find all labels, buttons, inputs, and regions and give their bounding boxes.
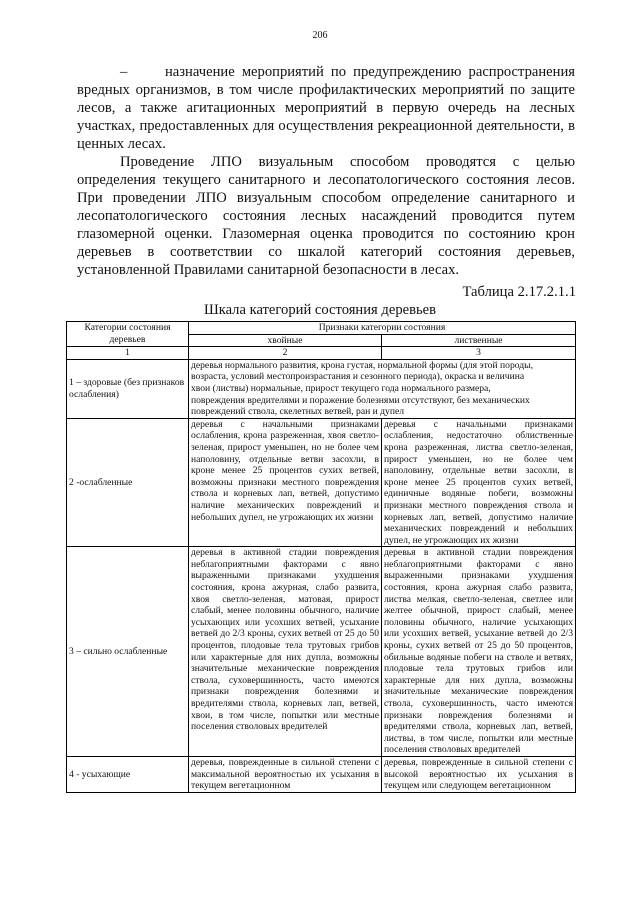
coniferous-cell: деревья с начальными признаками ослабления, крона разреженная, хвоя светло-зеленая, прирост уменьшен, но не более чем наполовину, отдельные ветви засохли, в кроне менее 25 процентов сухих ветвей, возможны признаки местного повреждения ствола и корневых лап, ветвей, допустимо наличие механических повреждений и небольших дупел, не угрожающих их жизни (189, 418, 382, 547)
header-coniferous: хвойные (189, 334, 382, 347)
category-cell: 4 - усыхающие (67, 756, 189, 792)
table-row (67, 756, 576, 792)
category-cell: 2 -ослабленные (67, 418, 189, 547)
category-cell: 3 – сильно ослабленные (67, 547, 189, 757)
merged-signs-cell (189, 359, 576, 418)
table-label: Таблица 2.17.2.1.1 (462, 284, 576, 300)
table-header-row (67, 322, 576, 335)
bullet-text: назначение мероприятий по предупреждению распространения вредных организмов, в том числе профилактических мероприятий по защите лесов, а также агитационных мероприятий в первую очередь на лесных участках, предоставленных для осуществления рекреационной деятельности, в ценных лесах. (77, 64, 575, 152)
text-line: деревья нормального развития, крона густая, нормальной формы (для этой породы, (191, 359, 533, 371)
header-signs: Признаки категории состояния (189, 322, 576, 335)
column-number: 3 (382, 347, 576, 360)
table-title: Шкала категорий состояния деревьев (203, 302, 437, 318)
header-deciduous: лиственные (382, 334, 576, 347)
table-row (67, 418, 576, 547)
table-row (67, 359, 576, 418)
category-cell: 1 – здоровые (без признаков ослабления) (67, 359, 189, 418)
column-number-row (67, 347, 576, 360)
main-paragraph: Проведение ЛПО визуальным способом проводятся с целью определения текущего санитарного и лесопатологического состояния лесов. При проведении ЛПО визуальным способом определение санитарного и лесопатологического состояния лесных насаждений проводится путем глазомерной оценки. Глазомерная оценка проводится по состоянию крон деревьев в соответствии со шкалой категорий состояния деревьев, установленной Правилами санитарной безопасности в лесах. (77, 154, 575, 278)
body-text (77, 63, 575, 279)
deciduous-cell: деревья с начальными признаками ослабления, недостаточно облиственные крона разреженная, листва светло-зеленая, прирост уменьшен, но не более чем наполовину, отдельные ветви засохли, в кроне менее 25 процентов сухих ветвей, единичные водяные побеги, возможны признаки местного повреждения ствола и корневых лап, ветвей, допустимо наличие механических повреждений и небольших дупел, не угрожающих их жизни (382, 418, 576, 547)
deciduous-cell: деревья в активной стадии повреждения неблагоприятными факторами с явно выраженными признаками ухудшения состояния, крона ажурная слабо развита, листва мелкая, светло-зеленая, светлее или желтее обычной, прирост слабый, менее половины обычного, наличие усыхающих или усохших ветвей, усыхание ветвей до 2/3 кроны, сухих ветвей от 25 до 50 процентов, обильные водяные побеги на стволе и ветвях, плодовые тела трутовых грибов или характерные для них дупла, возможны значительные механические повреждения ствола, суховершинность, часто имеются признаки повреждения болезнями и вредителями ствола, корневых лап, ветвей, листвы, в том числе, попытки или местные поселения стволовых вредителей (382, 547, 576, 757)
bullet-dash: – (120, 64, 128, 80)
tree-condition-table (66, 321, 576, 793)
coniferous-cell: деревья в активной стадии повреждения неблагоприятными факторами с явно выраженными признаками ухудшения состояния, крона ажурная, слабо развита, хвоя светло-зеленая, матовая, прирост слабый, менее половины обычного, наличие усыхающих или усохших ветвей, усыхание ветвей до 2/3 кроны, сухих ветвей от 25 до 50 процентов, плодовые тела трутовых грибов или характерные для них дупла, возможны значительные механические повреждения ствола, суховершинность, часто имеются признаки повреждения болезнями и вредителями ствола, корневых лап, ветвей, хвои, в том числе, попытки или местные поселения стволовых вредителей (189, 547, 382, 757)
coniferous-cell: деревья, поврежденные в сильной степени с максимальной вероятностью их усыхания в текущем вегетационном (189, 756, 382, 792)
header-category: Категории состояния деревьев (67, 322, 189, 347)
text-line: повреждений ствола, скелетных ветвей, ран и дупел (191, 406, 405, 418)
text-line: повреждения вредителями и поражение болезнями отсутствуют, без механических (191, 394, 530, 406)
column-number: 2 (189, 347, 382, 360)
table-row (67, 547, 576, 757)
deciduous-cell: деревья, поврежденные в сильной степени с высокой вероятностью их усыхания в текущем или следующем вегетационном (382, 756, 576, 792)
column-number: 1 (67, 347, 189, 360)
text-line: хвои (листвы) нормальные, прирост текущего года нормального размера, (191, 382, 491, 394)
page-number: 206 (312, 30, 328, 41)
bullet-paragraph (77, 63, 575, 153)
text-line: возраста, условий местопроизрастания и сезонного периода), окраска и величина (191, 371, 525, 383)
